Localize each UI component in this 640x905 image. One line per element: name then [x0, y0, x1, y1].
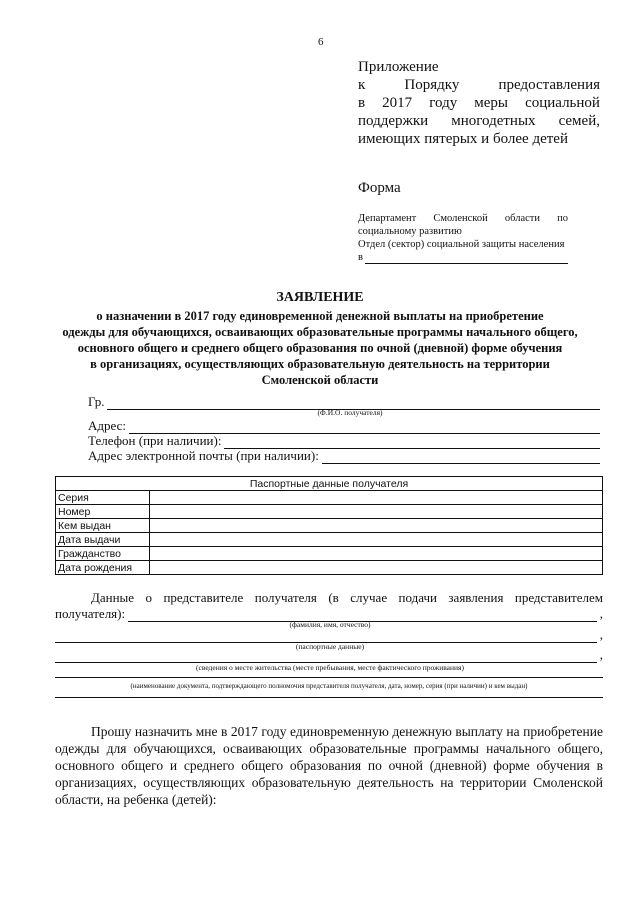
department-block [358, 212, 568, 264]
representative-intro-line-1 [55, 590, 603, 606]
passport-row-value[interactable] [150, 519, 603, 533]
appendix-word: многодетных [451, 113, 536, 129]
page-number: 6 [318, 36, 324, 48]
department-prefix: в [358, 252, 363, 263]
title-line: о назначении в 2017 году единовременной денежной выплаты на приобретение [96, 309, 544, 323]
rep-address-blank[interactable] [55, 652, 597, 663]
department-line-4 [358, 251, 568, 264]
rep-word: получателя [254, 590, 317, 605]
passport-row-label: Дата рождения [56, 561, 150, 575]
appendix-line-4 [358, 112, 600, 130]
email-field-row [88, 448, 600, 464]
passport-row-value[interactable] [150, 547, 603, 561]
representative-intro [55, 590, 603, 622]
table-row [56, 561, 603, 575]
document-title [60, 290, 580, 388]
passport-table-header: Паспортные данные получателя [56, 477, 603, 491]
rep-document-blank-2[interactable] [55, 696, 603, 698]
rep-word: Данные [91, 590, 135, 605]
passport-table [55, 476, 603, 575]
appendix-word: семей, [558, 113, 600, 129]
passport-row-value[interactable] [150, 533, 603, 547]
passport-row-label: Номер [56, 505, 150, 519]
appendix-word: поддержки [358, 113, 429, 129]
title-heading: ЗАЯВЛЕНИЕ [276, 290, 364, 305]
appendix-word: предоставления [498, 77, 600, 93]
rep-word: о [145, 590, 152, 605]
rep-intro-label: получателя): [55, 606, 126, 621]
table-row [56, 519, 603, 533]
rep-address-row [55, 647, 603, 663]
title-line: Смоленской области [261, 373, 379, 387]
department-word: Смоленской [433, 213, 488, 224]
appendix-word: в [358, 95, 366, 111]
rep-caption-address: (сведения о месте жительства (месте пребывания, месте фактического проживания) [196, 663, 464, 672]
title-line: в организациях, осуществляющих образовательную деятельность на территории [90, 357, 550, 371]
passport-row-value[interactable] [150, 561, 603, 575]
appendix-word: году [429, 95, 458, 111]
department-word: Департамент [358, 213, 417, 224]
table-row [56, 491, 603, 505]
phone-label: Телефон (при наличии): [88, 433, 222, 448]
table-row [56, 547, 603, 561]
passport-row-label: Гражданство [56, 547, 150, 561]
passport-row-label: Серия [56, 491, 150, 505]
department-line-3: Отдел (сектор) социальной защиты населения [358, 239, 565, 250]
rep-caption-passport: (паспортные данные) [295, 642, 365, 651]
email-label: Адрес электронной почты (при наличии): [88, 448, 319, 463]
rep-comma: , [599, 627, 603, 642]
passport-row-label: Кем выдан [56, 519, 150, 533]
form-label: Форма [358, 180, 401, 196]
appendix-block [358, 58, 600, 148]
appendix-line-2 [358, 76, 600, 94]
title-line: основного общего и среднего общего образования по очной (дневной) форме обучения [77, 341, 563, 355]
name-caption: (Ф.И.О. получателя) [317, 408, 383, 417]
request-text: Прошу назначить мне в 2017 году единовременную денежную выплату на приобретение одежды для обучающихся, осваивающих образовательные программы начального общего, основного общего и среднего общего образования по очной (дневной) форме обучения в организациях, осуществляющих образовательную деятельность на территории Смоленской области, на ребенка (детей): [55, 724, 603, 807]
appendix-line-3 [358, 94, 600, 112]
appendix-word: Порядку [404, 77, 460, 93]
rep-word: (в [328, 590, 339, 605]
request-paragraph [55, 723, 603, 808]
rep-word: подачи [398, 590, 437, 605]
appendix-line-5: имеющих пятерых и более детей [358, 131, 568, 147]
name-label: Гр. [88, 394, 105, 409]
rep-comma: , [599, 606, 603, 621]
table-row [56, 505, 603, 519]
department-line-1 [358, 212, 568, 225]
passport-row-value[interactable] [150, 505, 603, 519]
department-word: по [557, 213, 568, 224]
appendix-word: к [358, 77, 366, 93]
department-blank[interactable] [365, 254, 568, 264]
phone-field-row [88, 433, 600, 449]
rep-word: случае [350, 590, 388, 605]
rep-passport-row [55, 627, 603, 643]
appendix-word: 2017 [382, 95, 413, 111]
rep-comma: , [599, 647, 603, 662]
appendix-line-1: Приложение [358, 59, 439, 75]
passport-row-value[interactable] [150, 491, 603, 505]
email-blank[interactable] [322, 451, 600, 464]
rep-caption-document: (наименование документа, подтверждающего полномочия представителя получателя, дата, номер, серия (при наличии) и кем выдан) [130, 682, 528, 690]
title-line: одежды для обучающихся, осваивающих образовательные программы начального общего, [62, 325, 578, 339]
address-label: Адрес: [88, 418, 126, 433]
rep-word: представителе [163, 590, 244, 605]
department-word: области [504, 213, 540, 224]
rep-word: заявления [448, 590, 504, 605]
passport-table-header-row [56, 477, 603, 491]
appendix-word: меры [474, 95, 508, 111]
appendix-word: социальной [525, 95, 600, 111]
rep-document-blank[interactable] [55, 676, 603, 678]
address-field-row [88, 418, 600, 434]
passport-row-label: Дата выдачи [56, 533, 150, 547]
department-line-2: социальному развитию [358, 226, 462, 237]
rep-word: представителем [514, 590, 603, 605]
rep-caption-name: (фамилия, имя, отчество) [289, 620, 371, 629]
table-row [56, 533, 603, 547]
